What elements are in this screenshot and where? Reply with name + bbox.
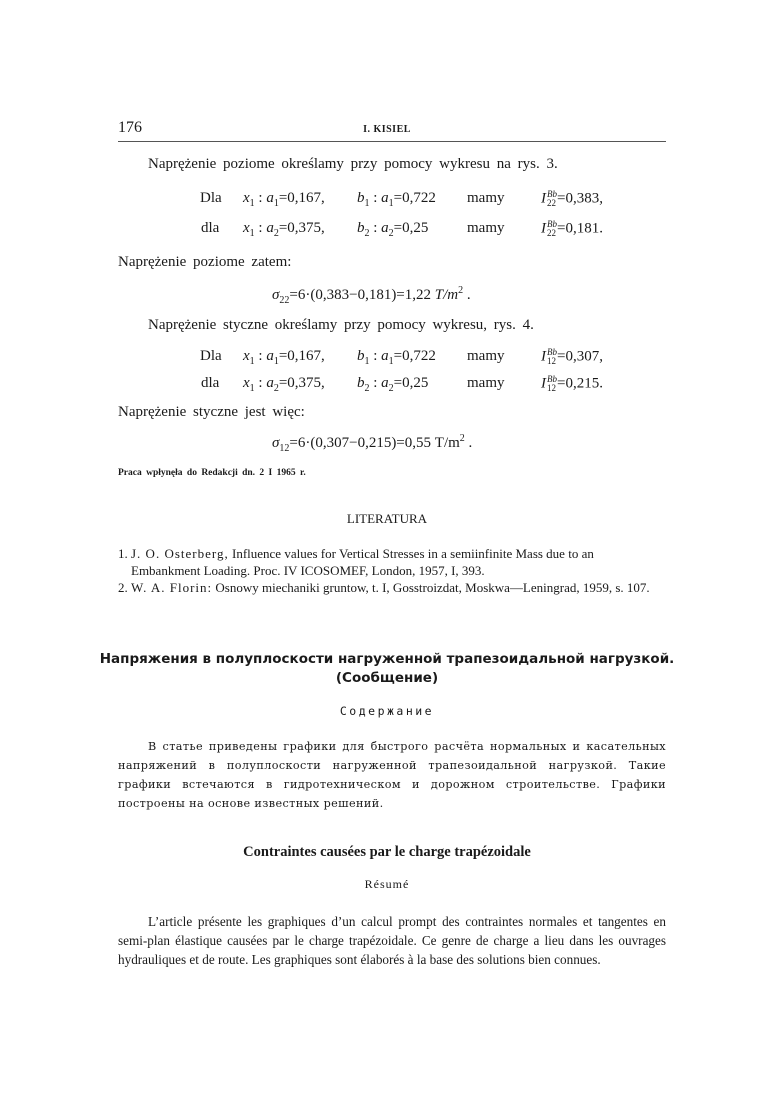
influence-value — [541, 190, 603, 208]
var: I — [541, 375, 546, 392]
formula-expression: =6·(0,383−0,181)=1,22 — [289, 287, 435, 303]
x-ratio: $x_1$ : $a_2=0,375$, — [243, 375, 325, 394]
paragraph-shear-stress: Naprężenie styczne określamy przy pomocy wykresu, rys. 4. — [148, 317, 534, 333]
row-label: Dla — [200, 190, 222, 206]
value: =0,383, — [557, 190, 603, 207]
value: =0,375, — [278, 220, 325, 236]
subscript: 22 — [547, 228, 556, 238]
subscript: 2 — [364, 383, 370, 394]
influence-value — [541, 375, 603, 393]
mamy-label: mamy — [467, 375, 505, 391]
reference-2 — [118, 579, 666, 596]
subscript: 1 — [273, 356, 279, 367]
superscript: Bb — [547, 347, 557, 357]
value: =0,215. — [557, 375, 603, 392]
reference-number: 1. — [118, 546, 128, 561]
subscript: 1 — [364, 356, 370, 367]
subscript: 22 — [547, 198, 556, 208]
var: a — [381, 375, 389, 391]
equation-row — [0, 348, 774, 368]
var: b — [357, 375, 365, 391]
formula-end: . — [463, 287, 471, 303]
var: b — [357, 348, 365, 364]
mamy-label: mamy — [467, 348, 505, 364]
x-ratio: $x_1$ : $a_1=0,167$, — [243, 348, 325, 367]
reference-number: 2. — [118, 580, 128, 595]
value: =0,375, — [278, 375, 325, 391]
formula-sigma-12 — [272, 435, 472, 452]
running-head: I. KISIEL — [363, 124, 411, 135]
russian-title: Напряжения в полуплоскости нагруженной трапезоидальной нагрузкой. — [99, 651, 675, 667]
mamy-label: mamy — [467, 190, 505, 206]
paragraph-shear-result: Naprężenie styczne jest więc: — [118, 404, 305, 420]
russian-abstract: В статье приведены графики для быстрого расчёта нормальных и касательных напряжений в полуплоскости нагруженной трапезоидальной нагрузкой. Такие графики встечаются в гидротехническом и дорожном строительстве. Графики построены на основе известных решений. — [118, 740, 666, 810]
var: I — [541, 190, 546, 207]
equation-row — [0, 220, 774, 240]
var: a — [381, 220, 389, 236]
sigma-symbol: σ — [272, 287, 280, 303]
value: =0,25 — [393, 375, 429, 391]
formula-end: . — [464, 435, 473, 451]
subscript: 12 — [547, 356, 556, 366]
value: =0,167, — [278, 190, 325, 206]
var: b — [357, 190, 365, 206]
var: I — [541, 348, 546, 365]
var: I — [541, 220, 546, 237]
row-label: Dla — [200, 348, 222, 364]
subscript: 1 — [388, 356, 394, 367]
paragraph-horizontal-result: Naprężenie poziome zatem: — [118, 254, 292, 270]
reference-author: W. A. Florin: — [131, 580, 213, 595]
value: =0,167, — [278, 348, 325, 364]
subscript: 2 — [364, 228, 370, 239]
x-ratio: $x_1$ : $a_2=0,375$, — [243, 220, 325, 239]
superscript: Bb — [547, 219, 557, 229]
b-ratio: $b_1$ : $a_1=0,722$ — [357, 190, 436, 209]
formula-unit: T/m — [434, 435, 460, 451]
var: a — [381, 190, 389, 206]
var: a — [381, 348, 389, 364]
formula-unit: T/m — [434, 287, 459, 303]
literature-heading: LITERATURA — [346, 511, 428, 526]
subscript: 1 — [364, 198, 370, 209]
var: a — [266, 190, 274, 206]
x-ratio: $x_1$ : $a_1=0,167$, — [243, 190, 325, 209]
var: x — [243, 348, 250, 364]
row-label: dla — [201, 220, 220, 236]
received-note: Praca wpłynęła do Redakcji dn. 2 I 1965 r. — [118, 468, 306, 478]
influence-value — [541, 348, 603, 366]
subscript: 2 — [273, 383, 279, 394]
b-ratio: $b_2$ : $a_2=0,25$ — [357, 220, 429, 239]
row-label: dla — [201, 375, 220, 391]
value: =0,25 — [393, 220, 429, 236]
subscript: 1 — [388, 198, 394, 209]
sigma-symbol: σ — [272, 435, 280, 451]
var: x — [243, 190, 250, 206]
subscript: 1 — [249, 228, 255, 239]
formula-expression: =6·(0,307−0,215)=0,55 — [289, 435, 435, 451]
header-rule — [118, 141, 666, 142]
value: =0,722 — [393, 190, 436, 206]
value: =0,722 — [393, 348, 436, 364]
value: =0,307, — [557, 348, 603, 365]
french-title: Contraintes causées par le charge trapézoidale — [243, 844, 531, 860]
influence-value — [541, 220, 603, 238]
subscript: 1 — [249, 383, 255, 394]
formula-sigma-22 — [272, 287, 471, 304]
var: x — [243, 375, 250, 391]
subscript: 2 — [388, 383, 394, 394]
formula-subscript: 12 — [279, 443, 290, 454]
value: =0,181. — [557, 220, 603, 237]
reference-text: Osnowy miechaniki gruntow, t. I, Gosstroizdat, Moskwa—Leningrad, 1959, s. 107. — [212, 580, 650, 595]
var: a — [266, 348, 274, 364]
russian-subtitle: (Сообщение) — [335, 670, 439, 686]
equation-row — [0, 375, 774, 395]
superscript: Bb — [547, 374, 557, 384]
b-ratio: $b_1$ : $a_1=0,722$ — [357, 348, 436, 367]
french-caption: Résumé — [364, 877, 410, 891]
reference-1 — [118, 545, 666, 579]
var: x — [243, 220, 250, 236]
formula-superscript: 2 — [458, 285, 464, 296]
paragraph-horizontal-stress: Naprężenie poziome określamy przy pomocy wykresu na rys. 3. — [148, 156, 558, 172]
subscript: 12 — [547, 383, 556, 393]
mamy-label: mamy — [467, 220, 505, 236]
var: b — [357, 220, 365, 236]
french-abstract: L’article présente les graphiques d’un calcul prompt des contraintes normales et tangentes en semi-plan élastique causées par le charge trapézoidale. Ce genre de charge a lieu dans les ouvrages hydrauliques et de route. Les graphiques sont élaborés à la base des solutions bien connues. — [118, 914, 666, 967]
subscript: 1 — [249, 356, 255, 367]
reference-author: J. O. Osterberg, — [131, 546, 229, 561]
b-ratio: $b_2$ : $a_2=0,25$ — [357, 375, 429, 394]
equation-row — [0, 190, 774, 210]
var: a — [266, 220, 274, 236]
formula-subscript: 22 — [279, 295, 290, 306]
subscript: 1 — [249, 198, 255, 209]
formula-superscript: 2 — [459, 433, 465, 444]
reference-text: Influence values for Vertical Stresses in a semiinfinite Mass due to an Embankment Loading. Proc. IV ICOSOMEF, London, 1957, I, 393. — [131, 546, 594, 578]
page-number: 176 — [118, 119, 142, 136]
subscript: 2 — [273, 228, 279, 239]
subscript: 1 — [273, 198, 279, 209]
subscript: 2 — [388, 228, 394, 239]
russian-caption: Содержание — [339, 704, 435, 718]
var: a — [266, 375, 274, 391]
superscript: Bb — [547, 189, 557, 199]
